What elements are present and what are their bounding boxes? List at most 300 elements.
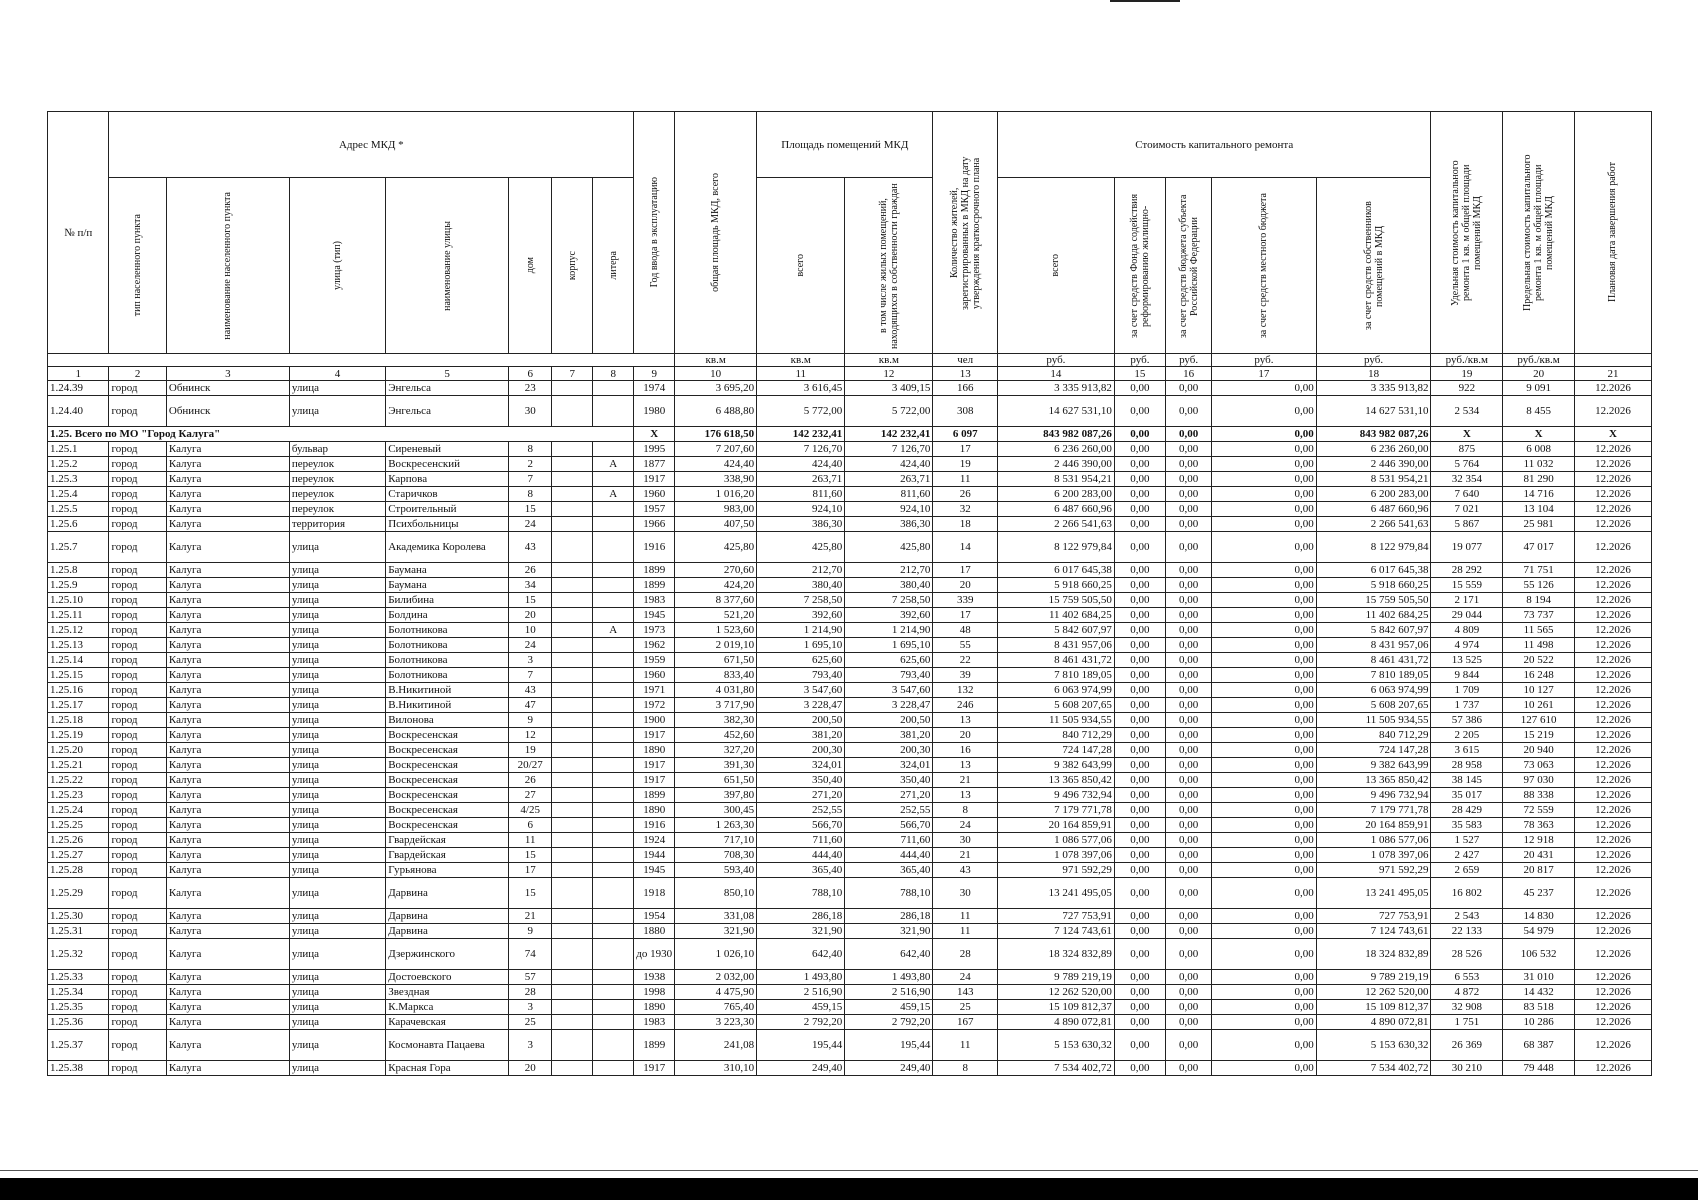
- unit-cell: чел: [933, 354, 998, 367]
- cell-h: 21: [509, 909, 552, 924]
- cell-st: улица: [289, 848, 385, 863]
- header-building: корпус: [552, 178, 593, 354]
- cell-s: Калуга: [166, 924, 289, 939]
- cell-f1: 0,00: [1114, 743, 1165, 758]
- cell-n: 1.25.20: [48, 743, 109, 758]
- cell-sn: Карачевская: [386, 1015, 509, 1030]
- cell-u: 1 709: [1431, 683, 1503, 698]
- cell-m: 14 716: [1503, 487, 1575, 502]
- cell-c: 200,50: [845, 713, 933, 728]
- cell-c: 142 232,41: [845, 427, 933, 442]
- cell-f4: 5 608 207,65: [1316, 698, 1431, 713]
- table-row: [48, 970, 1652, 985]
- cell-f4: 7 534 402,72: [1316, 1061, 1431, 1076]
- cell-d: 12.2026: [1574, 578, 1651, 593]
- unit-cell: руб.: [1316, 354, 1431, 367]
- table-row: [48, 788, 1652, 803]
- cell-u: 6 553: [1431, 970, 1503, 985]
- cell-a: 452,60: [675, 728, 757, 743]
- cell-l: А: [593, 623, 634, 638]
- cell-u: 13 525: [1431, 653, 1503, 668]
- cell-a: 1 026,10: [675, 939, 757, 970]
- cell-n: 1.25.28: [48, 863, 109, 878]
- cell-a: 8 377,60: [675, 593, 757, 608]
- cell-k: [552, 863, 593, 878]
- cell-c: 392,60: [845, 608, 933, 623]
- cell-sn: Болотникова: [386, 653, 509, 668]
- cell-k: [552, 924, 593, 939]
- cell-u: 38 145: [1431, 773, 1503, 788]
- cell-m: 73 063: [1503, 758, 1575, 773]
- cell-m: 13 104: [1503, 502, 1575, 517]
- cell-ct: 4 890 072,81: [997, 1015, 1114, 1030]
- cell-u: 35 017: [1431, 788, 1503, 803]
- cell-a: 241,08: [675, 1030, 757, 1061]
- cell-t: город: [109, 848, 166, 863]
- cell-f1: 0,00: [1114, 803, 1165, 818]
- cell-sn: Сиреневый: [386, 442, 509, 457]
- cell-l: [593, 593, 634, 608]
- cell-t: город: [109, 939, 166, 970]
- cell-c: 788,10: [845, 878, 933, 909]
- column-number: 10: [675, 367, 757, 381]
- unit-cell: руб.: [1114, 354, 1165, 367]
- header-cost-owners: за счет средств собственников помещений в МКД: [1316, 178, 1431, 354]
- cell-a: 338,90: [675, 472, 757, 487]
- unit-cell: руб.: [997, 354, 1114, 367]
- cell-t: город: [109, 1061, 166, 1076]
- cell-n: 1.25.32: [48, 939, 109, 970]
- table-row: [48, 593, 1652, 608]
- cell-sn: В.Никитиной: [386, 683, 509, 698]
- cell-a: 3 695,20: [675, 381, 757, 396]
- cell-c: 924,10: [845, 502, 933, 517]
- cell-ct: 15 109 812,37: [997, 1000, 1114, 1015]
- subtotal-row: [48, 427, 1652, 442]
- table-row: [48, 381, 1652, 396]
- cell-l: [593, 848, 634, 863]
- cell-k: [552, 773, 593, 788]
- column-number: 8: [593, 367, 634, 381]
- cell-k: [552, 653, 593, 668]
- cell-ct: 8 461 431,72: [997, 653, 1114, 668]
- scan-edge-line: [0, 1170, 1698, 1171]
- cell-t: город: [109, 1030, 166, 1061]
- cell-f3: 0,00: [1212, 1000, 1317, 1015]
- cell-b: 424,40: [757, 457, 845, 472]
- cell-m: 97 030: [1503, 773, 1575, 788]
- cell-ct: 13 241 495,05: [997, 878, 1114, 909]
- cell-m: 15 219: [1503, 728, 1575, 743]
- cell-d: 12.2026: [1574, 1061, 1651, 1076]
- table-row: [48, 1030, 1652, 1061]
- cell-n: 1.25.19: [48, 728, 109, 743]
- cell-n: 1.25.29: [48, 878, 109, 909]
- cell-y: X: [634, 427, 675, 442]
- cell-s: Калуга: [166, 457, 289, 472]
- table-row: [48, 713, 1652, 728]
- cell-st: улица: [289, 608, 385, 623]
- header-area-group: Площадь помещений МКД: [757, 112, 933, 178]
- cell-t: город: [109, 578, 166, 593]
- cell-ct: 8 531 954,21: [997, 472, 1114, 487]
- cell-s: Калуга: [166, 758, 289, 773]
- cell-t: город: [109, 593, 166, 608]
- cell-k: [552, 743, 593, 758]
- cell-l: [593, 713, 634, 728]
- cell-c: 566,70: [845, 818, 933, 833]
- cell-f3: 0,00: [1212, 442, 1317, 457]
- table-row: [48, 563, 1652, 578]
- cell-l: [593, 653, 634, 668]
- cell-t: город: [109, 653, 166, 668]
- cell-n: 1.25.6: [48, 517, 109, 532]
- cell-st: бульвар: [289, 442, 385, 457]
- cell-f3: 0,00: [1212, 563, 1317, 578]
- cell-sn: Воскресенская: [386, 758, 509, 773]
- cell-f4: 4 890 072,81: [1316, 1015, 1431, 1030]
- cell-f3: 0,00: [1212, 758, 1317, 773]
- cell-b: 263,71: [757, 472, 845, 487]
- cell-k: [552, 1000, 593, 1015]
- scan-edge-bar: [0, 1178, 1698, 1200]
- cell-h: 15: [509, 502, 552, 517]
- cell-p: 26: [933, 487, 998, 502]
- cell-f2: 0,00: [1166, 788, 1212, 803]
- cell-h: 23: [509, 381, 552, 396]
- table-row: [48, 863, 1652, 878]
- cell-f2: 0,00: [1166, 427, 1212, 442]
- cell-st: улица: [289, 1061, 385, 1076]
- cell-st: переулок: [289, 502, 385, 517]
- cell-a: 331,08: [675, 909, 757, 924]
- cell-u: 2 427: [1431, 848, 1503, 863]
- cell-l: А: [593, 457, 634, 472]
- cell-c: 350,40: [845, 773, 933, 788]
- cell-c: 7 126,70: [845, 442, 933, 457]
- cell-h: 3: [509, 1030, 552, 1061]
- cell-b: 924,10: [757, 502, 845, 517]
- cell-a: 850,10: [675, 878, 757, 909]
- cell-h: 15: [509, 848, 552, 863]
- cell-d: 12.2026: [1574, 472, 1651, 487]
- table-row: [48, 487, 1652, 502]
- cell-f1: 0,00: [1114, 578, 1165, 593]
- cell-l: [593, 878, 634, 909]
- cell-s: Калуга: [166, 532, 289, 563]
- cell-p: 25: [933, 1000, 998, 1015]
- cell-m: 20 431: [1503, 848, 1575, 863]
- cell-h: 43: [509, 532, 552, 563]
- cell-f4: 727 753,91: [1316, 909, 1431, 924]
- cell-m: 12 918: [1503, 833, 1575, 848]
- cell-b: 788,10: [757, 878, 845, 909]
- cell-p: 11: [933, 909, 998, 924]
- cell-t: город: [109, 517, 166, 532]
- cell-y: 1983: [634, 1015, 675, 1030]
- cell-f2: 0,00: [1166, 970, 1212, 985]
- cell-p: 11: [933, 1030, 998, 1061]
- cell-ct: 724 147,28: [997, 743, 1114, 758]
- cell-sn: Вилонова: [386, 713, 509, 728]
- cell-u: 2 659: [1431, 863, 1503, 878]
- table-row: [48, 623, 1652, 638]
- cell-m: 14 432: [1503, 985, 1575, 1000]
- cell-f2: 0,00: [1166, 487, 1212, 502]
- cell-l: [593, 924, 634, 939]
- cell-n: 1.25.26: [48, 833, 109, 848]
- cell-ct: 11 402 684,25: [997, 608, 1114, 623]
- cell-f1: 0,00: [1114, 487, 1165, 502]
- cell-f1: 0,00: [1114, 698, 1165, 713]
- cell-ct: 7 534 402,72: [997, 1061, 1114, 1076]
- cell-t: город: [109, 758, 166, 773]
- cell-y: 1972: [634, 698, 675, 713]
- cell-s: Обнинск: [166, 381, 289, 396]
- cell-ct: 13 365 850,42: [997, 773, 1114, 788]
- header-cost-total: всего: [997, 178, 1114, 354]
- cell-f4: 971 592,29: [1316, 863, 1431, 878]
- cell-d: 12.2026: [1574, 985, 1651, 1000]
- cell-sn: Достоевского: [386, 970, 509, 985]
- cell-b: 252,55: [757, 803, 845, 818]
- cell-t: город: [109, 381, 166, 396]
- cell-st: переулок: [289, 487, 385, 502]
- cell-n: 1.25.25: [48, 818, 109, 833]
- cell-p: 11: [933, 472, 998, 487]
- cell-c: 252,55: [845, 803, 933, 818]
- cell-d: 12.2026: [1574, 939, 1651, 970]
- column-number-row: [48, 367, 1652, 381]
- cell-d: 12.2026: [1574, 788, 1651, 803]
- cell-k: [552, 517, 593, 532]
- cell-f3: 0,00: [1212, 1015, 1317, 1030]
- cell-a: 651,50: [675, 773, 757, 788]
- cell-f4: 2 446 390,00: [1316, 457, 1431, 472]
- cell-p: 24: [933, 818, 998, 833]
- cell-f2: 0,00: [1166, 381, 1212, 396]
- cell-sn: Красная Гора: [386, 1061, 509, 1076]
- cell-p: 17: [933, 442, 998, 457]
- cell-p: 167: [933, 1015, 998, 1030]
- cell-st: улица: [289, 788, 385, 803]
- header-area-private: в том числе жилых помещений, находящихся в собственности граждан: [845, 178, 933, 354]
- cell-m: 88 338: [1503, 788, 1575, 803]
- column-number: 13: [933, 367, 998, 381]
- cell-s: Калуга: [166, 683, 289, 698]
- cell-b: 249,40: [757, 1061, 845, 1076]
- cell-d: 12.2026: [1574, 909, 1651, 924]
- cell-f1: 0,00: [1114, 1000, 1165, 1015]
- header-settlement-name: наименование населенного пункта: [166, 178, 289, 354]
- cell-st: улица: [289, 909, 385, 924]
- cell-c: 3 547,60: [845, 683, 933, 698]
- cell-y: 1998: [634, 985, 675, 1000]
- cell-u: 1 737: [1431, 698, 1503, 713]
- cell-f1: 0,00: [1114, 788, 1165, 803]
- header-cost-region: за счет средств бюджета субъекта Российской Федерации: [1166, 178, 1212, 354]
- cell-a: 1 016,20: [675, 487, 757, 502]
- cell-l: [593, 985, 634, 1000]
- cell-u: 2 543: [1431, 909, 1503, 924]
- cell-f4: 7 179 771,78: [1316, 803, 1431, 818]
- cell-s: Калуга: [166, 985, 289, 1000]
- table-row: [48, 442, 1652, 457]
- cell-k: [552, 985, 593, 1000]
- cell-d: 12.2026: [1574, 623, 1651, 638]
- cell-l: [593, 803, 634, 818]
- cell-st: улица: [289, 924, 385, 939]
- cell-sn: Воскресенская: [386, 803, 509, 818]
- header-unit-cost: Удельная стоимость капитального ремонта 1 кв. м общей площади помещений МКД: [1431, 112, 1503, 354]
- cell-h: 43: [509, 683, 552, 698]
- cell-f3: 0,00: [1212, 668, 1317, 683]
- cell-ct: 840 712,29: [997, 728, 1114, 743]
- cell-f4: 13 241 495,05: [1316, 878, 1431, 909]
- cell-k: [552, 788, 593, 803]
- cell-ct: 1 078 397,06: [997, 848, 1114, 863]
- subtotal-label: 1.25. Всего по МО "Город Калуга": [48, 427, 634, 442]
- cell-p: 20: [933, 578, 998, 593]
- cell-b: 200,50: [757, 713, 845, 728]
- cell-c: 459,15: [845, 1000, 933, 1015]
- cell-st: территория: [289, 517, 385, 532]
- cell-h: 74: [509, 939, 552, 970]
- table-row: [48, 1000, 1652, 1015]
- cell-f2: 0,00: [1166, 1030, 1212, 1061]
- cell-sn: Билибина: [386, 593, 509, 608]
- cell-y: 1917: [634, 773, 675, 788]
- cell-h: 6: [509, 818, 552, 833]
- cell-a: 3 223,30: [675, 1015, 757, 1030]
- cell-a: 4 031,80: [675, 683, 757, 698]
- cell-f1: 0,00: [1114, 608, 1165, 623]
- cell-ct: 8 122 979,84: [997, 532, 1114, 563]
- cell-f4: 6 017 645,38: [1316, 563, 1431, 578]
- cell-d: X: [1574, 427, 1651, 442]
- cell-f2: 0,00: [1166, 758, 1212, 773]
- cell-c: 1 695,10: [845, 638, 933, 653]
- cell-st: улица: [289, 970, 385, 985]
- header-settlement-type: тип населенного пункта: [109, 178, 166, 354]
- cell-u: 29 044: [1431, 608, 1503, 623]
- column-number: 21: [1574, 367, 1651, 381]
- cell-f1: 0,00: [1114, 833, 1165, 848]
- cell-sn: Гвардейская: [386, 848, 509, 863]
- cell-p: 13: [933, 788, 998, 803]
- cell-n: 1.25.21: [48, 758, 109, 773]
- cell-sn: Воскресенская: [386, 728, 509, 743]
- table-row: [48, 532, 1652, 563]
- cell-d: 12.2026: [1574, 878, 1651, 909]
- cell-c: 642,40: [845, 939, 933, 970]
- cell-m: 20 817: [1503, 863, 1575, 878]
- cell-sn: Воскресенская: [386, 788, 509, 803]
- cell-n: 1.25.8: [48, 563, 109, 578]
- cell-c: 263,71: [845, 472, 933, 487]
- cell-k: [552, 472, 593, 487]
- cell-y: 1944: [634, 848, 675, 863]
- cell-f2: 0,00: [1166, 532, 1212, 563]
- cell-m: 11 498: [1503, 638, 1575, 653]
- cell-a: 6 488,80: [675, 396, 757, 427]
- cell-l: [593, 668, 634, 683]
- cell-b: 7 258,50: [757, 593, 845, 608]
- table-row: [48, 803, 1652, 818]
- cell-f2: 0,00: [1166, 909, 1212, 924]
- cell-a: 2 032,00: [675, 970, 757, 985]
- cell-s: Калуга: [166, 442, 289, 457]
- cell-m: 68 387: [1503, 1030, 1575, 1061]
- cell-t: город: [109, 683, 166, 698]
- cell-h: 2: [509, 457, 552, 472]
- cell-ct: 6 236 260,00: [997, 442, 1114, 457]
- cell-h: 20: [509, 608, 552, 623]
- cell-p: 21: [933, 848, 998, 863]
- cell-a: 708,30: [675, 848, 757, 863]
- cell-u: 7 021: [1431, 502, 1503, 517]
- cell-f3: 0,00: [1212, 833, 1317, 848]
- cell-a: 717,10: [675, 833, 757, 848]
- cell-st: улица: [289, 728, 385, 743]
- cell-f1: 0,00: [1114, 924, 1165, 939]
- column-number: 2: [109, 367, 166, 381]
- cell-y: 1954: [634, 909, 675, 924]
- cell-t: город: [109, 909, 166, 924]
- cell-d: 12.2026: [1574, 653, 1651, 668]
- cell-s: Калуга: [166, 472, 289, 487]
- cell-f4: 5 918 660,25: [1316, 578, 1431, 593]
- cell-f3: 0,00: [1212, 909, 1317, 924]
- cell-n: 1.25.10: [48, 593, 109, 608]
- cell-t: город: [109, 442, 166, 457]
- cell-st: улица: [289, 803, 385, 818]
- cell-h: 3: [509, 1000, 552, 1015]
- cell-f2: 0,00: [1166, 623, 1212, 638]
- cell-m: 20 940: [1503, 743, 1575, 758]
- cell-m: 11 565: [1503, 623, 1575, 638]
- cell-y: 1900: [634, 713, 675, 728]
- cell-f4: 5 153 630,32: [1316, 1030, 1431, 1061]
- cell-sn: Дарвина: [386, 924, 509, 939]
- cell-y: 1890: [634, 1000, 675, 1015]
- cell-n: 1.25.1: [48, 442, 109, 457]
- cell-u: 28 526: [1431, 939, 1503, 970]
- cell-sn: Гвардейская: [386, 833, 509, 848]
- cell-t: город: [109, 638, 166, 653]
- cell-l: [593, 1061, 634, 1076]
- cell-n: 1.25.3: [48, 472, 109, 487]
- cell-p: 17: [933, 563, 998, 578]
- cell-f3: 0,00: [1212, 728, 1317, 743]
- cell-b: 1 493,80: [757, 970, 845, 985]
- cell-u: 26 369: [1431, 1030, 1503, 1061]
- cell-u: 28 429: [1431, 803, 1503, 818]
- column-number: 19: [1431, 367, 1503, 381]
- cell-c: 1 493,80: [845, 970, 933, 985]
- cell-a: 176 618,50: [675, 427, 757, 442]
- cell-f2: 0,00: [1166, 683, 1212, 698]
- cell-c: 321,90: [845, 924, 933, 939]
- cell-h: 26: [509, 773, 552, 788]
- cell-f4: 6 200 283,00: [1316, 487, 1431, 502]
- cell-sn: К.Маркса: [386, 1000, 509, 1015]
- column-number: 3: [166, 367, 289, 381]
- cell-f3: 0,00: [1212, 653, 1317, 668]
- cell-y: 1962: [634, 638, 675, 653]
- cell-c: 212,70: [845, 563, 933, 578]
- cell-st: улица: [289, 653, 385, 668]
